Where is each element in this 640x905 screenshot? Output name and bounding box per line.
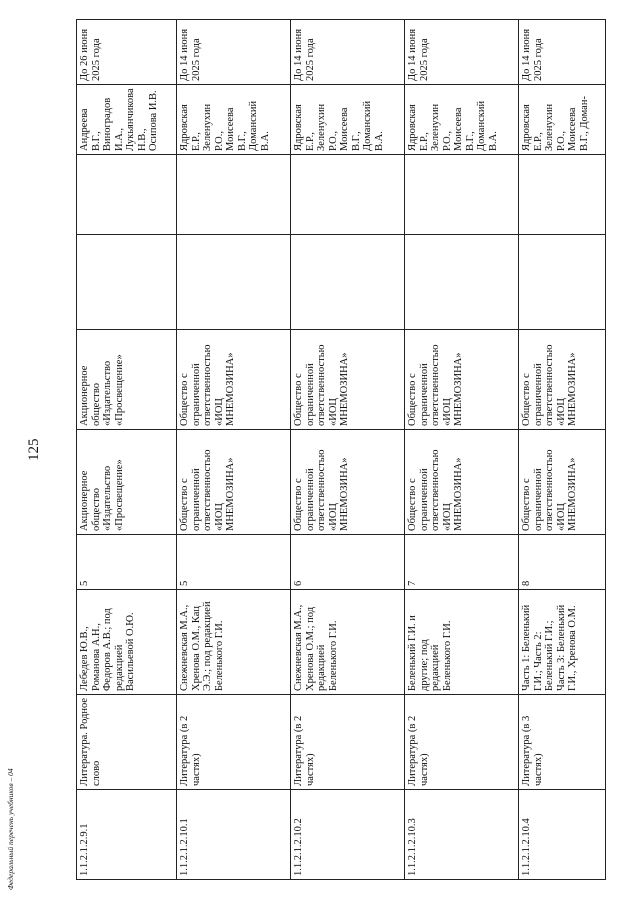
cell-publisher: Общество с ограниченной ответственностью «ИОЦ МНЕМОЗИНА» — [177, 430, 291, 535]
footer-note: Федеральный перечень учебников – 04 — [6, 768, 15, 890]
cell-empty — [77, 235, 177, 330]
cell-experts: Андреева В.Г., Виноградов И.А., Лукьянчикова Н.В., Осипова И.В. — [77, 85, 177, 155]
cell-empty — [405, 155, 519, 235]
cell-authors: Снежневская М.А., Хренова О.М., Кац Э.Э.; под редакцией Беленького Г.И. — [177, 590, 291, 695]
table-row — [519, 20, 606, 880]
cell-grade: 5 — [77, 535, 177, 590]
cell-grade: 5 — [177, 535, 291, 590]
cell-experts: Ядровская Е.Р., Зеленухин Р.О., Моисеева В.Г., Доман- — [519, 85, 606, 155]
cell-publisher-full: Общество с ограниченной ответственностью «ИОЦ МНЕМОЗИНА» — [291, 330, 405, 430]
cell-experts: Ядровская Е.Р., Зеленухин Р.О., Моисеева В.Г., Доманский В.А. — [177, 85, 291, 155]
table-row — [291, 20, 405, 880]
cell-deadline: До 14 июня 2025 года — [177, 20, 291, 85]
textbook-table-container — [76, 20, 606, 880]
cell-empty — [405, 235, 519, 330]
cell-publisher-full: Общество с ограниченной ответственностью «ИОЦ МНЕМОЗИНА» — [519, 330, 606, 430]
cell-empty — [519, 155, 606, 235]
table-row — [177, 20, 291, 880]
cell-publisher-full: Акционерное общество «Издательство «Просвещение» — [77, 330, 177, 430]
cell-deadline: До 14 июня 2025 года — [519, 20, 606, 85]
cell-publisher: Акционерное общество «Издательство «Просвещение» — [77, 430, 177, 535]
cell-code: 1.1.2.1.2.10.4 — [519, 790, 606, 880]
cell-title: Литература (в 3 частях) — [519, 695, 606, 790]
cell-empty — [291, 155, 405, 235]
cell-grade: 6 — [291, 535, 405, 590]
textbook-table — [76, 19, 606, 880]
cell-publisher: Общество с ограниченной ответственностью «ИОЦ МНЕМОЗИНА» — [405, 430, 519, 535]
cell-grade: 7 — [405, 535, 519, 590]
cell-publisher: Общество с ограниченной ответственностью «ИОЦ МНЕМОЗИНА» — [291, 430, 405, 535]
cell-experts: Ядровская Е.Р., Зеленухин Р.О., Моисеева В.Г., Доманский В.А. — [291, 85, 405, 155]
cell-code: 1.1.2.1.2.10.2 — [291, 790, 405, 880]
cell-authors: Часть 1: Беленький Г.И.; Часть 2: Беленький Г.И.; Часть 3: Беленький Г.И., Хренова О.М. — [519, 590, 606, 695]
cell-title: Литература (в 2 частях) — [177, 695, 291, 790]
cell-code: 1.1.2.1.2.9.1 — [77, 790, 177, 880]
cell-title: Литература (в 2 частях) — [405, 695, 519, 790]
cell-publisher-full: Общество с ограниченной ответственностью «ИОЦ МНЕМОЗИНА» — [177, 330, 291, 430]
cell-experts: Ядровская Е.Р., Зеленухин Р.О., Моисеева В.Г., Доманский В.А. — [405, 85, 519, 155]
cell-empty — [177, 155, 291, 235]
rotated-page-area — [76, 20, 606, 880]
cell-empty — [77, 155, 177, 235]
cell-empty — [291, 235, 405, 330]
cell-authors: Лебедев Ю.В., Романова А.Н., Федоров А.В.; под редакцией Васильевой О.Ю. — [77, 590, 177, 695]
cell-publisher: Общество с ограниченной ответственностью «ИОЦ МНЕМОЗИНА» — [519, 430, 606, 535]
cell-authors: Беленький Г.И. и другие; под редакцией Беленького Г.И. — [405, 590, 519, 695]
cell-title: Литература. Родное слово — [77, 695, 177, 790]
page-number: 125 — [26, 438, 42, 462]
cell-code: 1.1.2.1.2.10.1 — [177, 790, 291, 880]
cell-publisher-full: Общество с ограниченной ответственностью «ИОЦ МНЕМОЗИНА» — [405, 330, 519, 430]
cell-empty — [177, 235, 291, 330]
table-row — [405, 20, 519, 880]
cell-authors: Снежневская М.А., Хренова О.М.; под редакцией Беленького Г.И. — [291, 590, 405, 695]
cell-grade: 8 — [519, 535, 606, 590]
cell-deadline: До 26 июня 2025 года — [77, 20, 177, 85]
cell-deadline: До 14 июня 2025 года — [405, 20, 519, 85]
cell-code: 1.1.2.1.2.10.3 — [405, 790, 519, 880]
cell-empty — [519, 235, 606, 330]
cell-title: Литература (в 2 частях) — [291, 695, 405, 790]
cell-deadline: До 14 июня 2025 года — [291, 20, 405, 85]
table-row — [77, 20, 177, 880]
